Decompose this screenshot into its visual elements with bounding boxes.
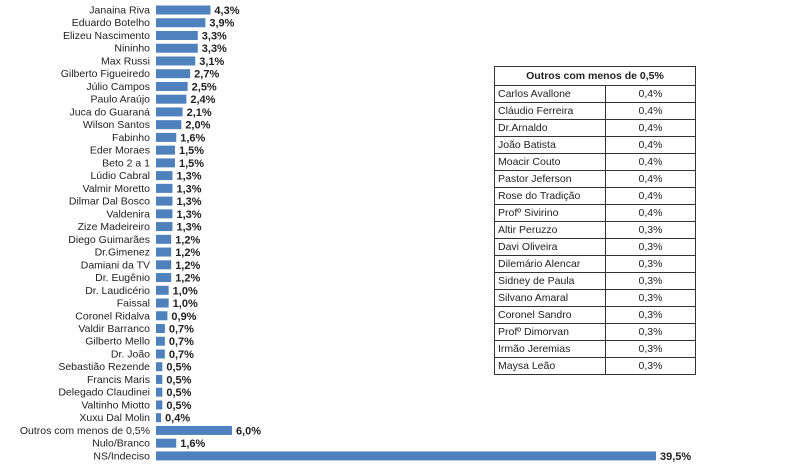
value-label: 3,3%	[201, 43, 227, 56]
bar	[156, 400, 162, 409]
value-label: 1,5%	[178, 145, 205, 158]
category-label: Juca do Guaraná	[69, 106, 150, 119]
bar	[156, 273, 171, 282]
bar	[156, 107, 183, 116]
others-table-title: Outros com menos de 0,5%	[495, 67, 696, 86]
category-label: Dr. Laudicério	[85, 284, 150, 297]
table-cell-percent: 0,4%	[606, 103, 696, 120]
value-label: 0,9%	[171, 310, 197, 323]
bar	[156, 6, 210, 15]
category-label: Paulo Araújo	[90, 93, 150, 106]
table-row	[495, 205, 696, 222]
table-row	[495, 273, 696, 290]
others-table	[494, 66, 696, 375]
category-label: Júlio Campos	[86, 80, 150, 93]
category-label: Dr.Gimenez	[94, 246, 150, 259]
value-label: 0,4%	[165, 412, 191, 425]
bar	[156, 197, 172, 206]
bar	[156, 413, 161, 422]
bar	[156, 235, 171, 244]
table-cell-name: Carlos Avallone	[495, 86, 606, 103]
table-cell-name: João Batista	[495, 137, 606, 154]
bar	[156, 349, 165, 358]
table-row	[495, 120, 696, 137]
category-label: Valdenira	[106, 208, 150, 221]
table-cell-name: Dr.Arnaldo	[495, 120, 606, 137]
category-label: Gilberto Mello	[85, 335, 150, 348]
table-row	[495, 358, 696, 375]
table-row	[495, 341, 696, 358]
value-label: 2,7%	[194, 68, 220, 81]
value-label: 1,3%	[176, 196, 202, 209]
others-table-body	[495, 86, 696, 375]
table-cell-percent: 0,4%	[606, 188, 696, 205]
table-cell-percent: 0,3%	[606, 358, 696, 375]
table-cell-name: Silvano Amaral	[495, 290, 606, 307]
value-label: 1,2%	[175, 272, 201, 285]
bar	[156, 56, 195, 65]
category-label: Lúdio Cabral	[90, 170, 150, 183]
bar	[156, 171, 172, 180]
category-label: NS/Indeciso	[93, 450, 150, 463]
value-label: 1,3%	[176, 183, 202, 196]
table-row	[495, 307, 696, 324]
category-label: Dilmar Dal Bosco	[68, 195, 150, 208]
table-cell-percent: 0,4%	[606, 154, 696, 171]
value-label: 2,0%	[185, 119, 211, 132]
bar	[156, 375, 162, 384]
value-label: 0,5%	[166, 361, 192, 374]
bar	[156, 95, 186, 104]
bar	[156, 133, 176, 142]
value-label: 2,5%	[191, 81, 217, 94]
value-label: 1,2%	[175, 259, 201, 272]
bar	[156, 451, 656, 460]
category-label: Faissal	[116, 297, 150, 310]
table-cell-percent: 0,4%	[606, 171, 696, 188]
bar	[156, 426, 232, 435]
table-cell-percent: 0,3%	[606, 273, 696, 290]
table-cell-percent: 0,3%	[606, 341, 696, 358]
bar	[156, 69, 190, 78]
bar	[156, 146, 175, 155]
value-label: 1,0%	[172, 298, 198, 311]
table-row	[495, 222, 696, 239]
value-label: 3,1%	[199, 55, 225, 68]
value-label: 0,7%	[168, 348, 194, 361]
value-label: 1,6%	[180, 132, 206, 145]
table-cell-percent: 0,4%	[606, 205, 696, 222]
category-label: Nininho	[114, 42, 150, 55]
table-cell-percent: 0,3%	[606, 222, 696, 239]
category-label: Francis Maris	[86, 373, 150, 386]
bar	[156, 158, 175, 167]
value-label: 6,0%	[235, 425, 262, 438]
bar	[156, 362, 162, 371]
category-label: Fabinho	[112, 131, 150, 144]
value-label: 0,5%	[166, 399, 192, 412]
category-label: Sebastião Rezende	[58, 361, 150, 374]
bar	[156, 299, 169, 308]
value-label: 1,6%	[180, 438, 206, 451]
table-cell-name: Profº Sivirino	[495, 205, 606, 222]
value-label: 3,3%	[201, 30, 227, 43]
table-cell-name: Maysa Leão	[495, 358, 606, 375]
category-label: Valtinho Miotto	[81, 399, 150, 412]
value-label: 1,3%	[176, 170, 202, 183]
table-row	[495, 256, 696, 273]
value-label: 1,2%	[175, 247, 201, 260]
table-cell-percent: 0,3%	[606, 324, 696, 341]
value-label: 1,3%	[176, 221, 202, 234]
table-row	[495, 239, 696, 256]
category-label: Dr. Eugênio	[95, 272, 150, 285]
bar	[156, 311, 167, 320]
table-row	[495, 86, 696, 103]
table-cell-name: Pastor Jeferson	[495, 171, 606, 188]
category-label: Max Russi	[100, 55, 150, 68]
bar	[156, 18, 205, 27]
others-table-header-row	[495, 67, 696, 86]
table-row	[495, 324, 696, 341]
bar	[156, 184, 172, 193]
bar	[156, 222, 172, 231]
table-cell-percent: 0,4%	[606, 120, 696, 137]
table-cell-percent: 0,3%	[606, 307, 696, 324]
bar	[156, 337, 165, 346]
bar	[156, 388, 162, 397]
category-label: Delegado Claudinei	[58, 386, 150, 399]
table-cell-name: Davi Oliveira	[495, 239, 606, 256]
bar	[156, 209, 172, 218]
bar	[156, 31, 198, 40]
table-cell-name: Sidney de Paula	[495, 273, 606, 290]
table-cell-name: Rose do Tradição	[495, 188, 606, 205]
table-cell-name: Profº Dimorvan	[495, 324, 606, 341]
category-label: Valdir Barranco	[78, 323, 150, 335]
bar	[156, 324, 165, 333]
category-label: Valmir Moretto	[82, 182, 150, 195]
bar	[156, 286, 169, 295]
table-cell-percent: 0,3%	[606, 290, 696, 307]
value-label: 0,7%	[168, 323, 194, 336]
category-label: Outros com menos de 0,5%	[19, 424, 150, 437]
category-label: Eduardo Botelho	[71, 17, 150, 30]
table-cell-name: Moacir Couto	[495, 154, 606, 171]
table-cell-percent: 0,3%	[606, 239, 696, 256]
value-label: 39,5%	[660, 450, 692, 463]
value-label: 0,7%	[168, 336, 194, 349]
table-cell-percent: 0,4%	[606, 137, 696, 154]
table-cell-name: Cláudio Ferreira	[495, 103, 606, 120]
category-label: Elizeu Nascimento	[63, 29, 150, 42]
table-row	[495, 103, 696, 120]
table-row	[495, 290, 696, 307]
bar	[156, 260, 171, 269]
category-label: Zize Madeireiro	[77, 221, 150, 234]
table-row	[495, 188, 696, 205]
category-label: Dr. João	[110, 348, 150, 361]
bar	[156, 44, 198, 53]
bar	[156, 439, 176, 448]
table-cell-percent: 0,4%	[606, 86, 696, 103]
table-cell-name: Coronel Sandro	[495, 307, 606, 324]
table-row	[495, 171, 696, 188]
value-label: 1,3%	[176, 208, 202, 221]
category-label: Nulo/Branco	[92, 437, 150, 450]
table-row	[495, 137, 696, 154]
table-row	[495, 154, 696, 171]
category-label: Damiani da TV	[80, 259, 150, 272]
value-label: 3,9%	[209, 17, 235, 30]
value-label: 2,1%	[186, 106, 212, 119]
category-label: Diego Guimarães	[68, 233, 150, 246]
value-label: 1,0%	[172, 285, 198, 298]
table-cell-name: Dilemário Alencar	[495, 256, 606, 273]
value-label: 1,2%	[175, 234, 201, 247]
value-label: 0,5%	[166, 387, 192, 400]
bar	[156, 120, 181, 129]
bar	[156, 248, 171, 257]
table-cell-name: Altir Peruzzo	[495, 222, 606, 239]
category-label: Janaina Riva	[89, 4, 150, 17]
category-label: Beto 2 a 1	[102, 157, 150, 170]
category-label: Wilson Santos	[82, 119, 150, 132]
value-label: 0,5%	[166, 374, 192, 387]
value-label: 1,5%	[178, 157, 205, 170]
bar	[156, 82, 188, 91]
category-label: Gilberto Figueiredo	[60, 68, 150, 81]
value-label: 2,4%	[190, 94, 216, 107]
category-label: Xuxu Dal Molin	[79, 412, 150, 425]
category-label: Eder Moraes	[89, 144, 150, 157]
table-cell-name: Irmão Jeremias	[495, 341, 606, 358]
value-label: 4,3%	[214, 5, 240, 17]
category-label: Coronel Ridalva	[75, 310, 150, 323]
table-cell-percent: 0,3%	[606, 256, 696, 273]
